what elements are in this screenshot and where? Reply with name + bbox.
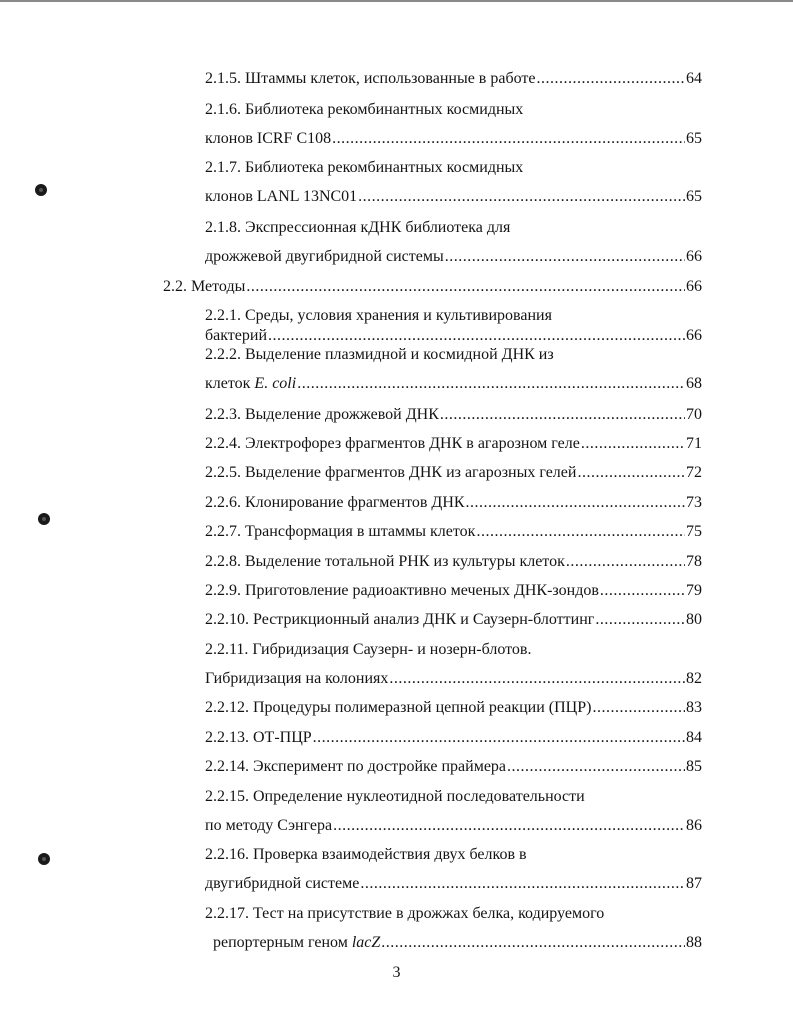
toc-entry-line: 2.2.17. Тест на присутствие в дрожжах белка, кодируемого [205,905,605,922]
toc-entry: двугибридной системе ..... 87 [205,873,702,895]
page-ref: 66 [686,248,702,265]
toc-entry: бактерий ..... 66 [205,325,702,347]
toc-entry: 2.2.7. Трансформация в штаммы клеток ..... 75 [205,521,702,543]
page-ref: 83 [686,699,702,716]
toc-entry-line: 2.1.8. Экспрессионная кДНК библиотека для [205,219,511,236]
toc-entry-line: 2.2.1. Среды, условия хранения и культивирования [205,307,552,324]
toc-entry: 2.2.4. Электрофорез фрагментов ДНК в агарозном геле ..... 71 [205,433,702,455]
page-ref: 79 [686,582,702,599]
page-ref: 66 [686,278,702,295]
toc-entry-line: 2.2.15. Определение нуклеотидной последовательности [205,788,585,805]
toc-entry: дрожжевой двугибридной системы ..... 66 [205,246,702,268]
toc-section: 2.2. Методы ..... 66 [163,276,702,298]
toc-entry: 2.2.8. Выделение тотальной РНК из культуры клеток ..... 78 [205,551,702,573]
page-ref: 80 [686,611,702,628]
page-ref: 88 [686,934,702,951]
page-ref: 84 [686,729,702,746]
page-ref: 72 [686,464,702,481]
toc-entry-line: 2.1.6. Библиотека рекомбинантных космидных [205,101,524,118]
page-ref: 68 [686,375,702,392]
toc-entry: репортерным геном lacZ ..... 88 [213,932,702,954]
toc-entry: по методу Сэнгера ..... 86 [205,815,702,837]
page-ref: 71 [686,435,702,452]
toc-entry: 2.2.6. Клонирование фрагментов ДНК ..... 73 [205,492,702,514]
toc-entry: клонов ICRF C108 ..... 65 [205,128,702,150]
page-ref: 66 [686,327,702,344]
toc-entry: 2.2.14. Эксперимент по достройке праймера ..... 85 [205,756,702,778]
page-ref: 87 [686,875,702,892]
toc-entry: клеток E. coli ..... 68 [205,373,702,395]
toc-entry: клонов LANL 13NC01 ..... 65 [205,186,702,208]
toc-entry-line: 2.2.11. Гибридизация Саузерн- и нозерн-блотов. [205,641,532,658]
page-ref: 64 [686,70,702,87]
toc-entry: 2.1.5. Штаммы клеток, использованные в работе ..... 64 [205,68,702,90]
toc-entry: 2.2.3. Выделение дрожжевой ДНК ..... 70 [205,404,702,426]
page-ref: 82 [686,670,702,687]
page-ref: 75 [686,523,702,540]
page-ref: 65 [686,130,702,147]
page-ref: 85 [686,758,702,775]
page-ref: 86 [686,817,702,834]
toc-entry-line: 2.2.16. Проверка взаимодействия двух белков в [205,846,527,863]
toc-entry: 2.2.13. ОТ-ПЦР ..... 84 [205,727,702,749]
page-ref: 65 [686,188,702,205]
toc-entry: 2.2.9. Приготовление радиоактивно меченых ДНК-зондов ..... 79 [205,580,702,602]
page-ref: 78 [686,553,702,570]
toc-entry-line: 2.1.7. Библиотека рекомбинантных космидных [205,159,524,176]
toc-entry: 2.2.12. Процедуры полимеразной цепной реакции (ПЦР) ..... 83 [205,697,702,719]
toc-entry: Гибридизация на колониях ..... 82 [205,668,702,690]
toc-entry: 2.2.5. Выделение фрагментов ДНК из агарозных гелей ..... 72 [205,462,702,484]
punch-hole-mark [35,184,47,196]
punch-hole-mark [38,853,50,865]
page-ref: 73 [686,494,702,511]
toc-entry-line: 2.2.2. Выделение плазмидной и космидной ДНК из [205,346,554,363]
toc-entry: 2.2.10. Рестрикционный анализ ДНК и Саузерн-блоттинг ..... 80 [205,609,702,631]
page-ref: 70 [686,406,702,423]
punch-hole-mark [38,513,50,525]
page-number: 3 [392,964,401,981]
